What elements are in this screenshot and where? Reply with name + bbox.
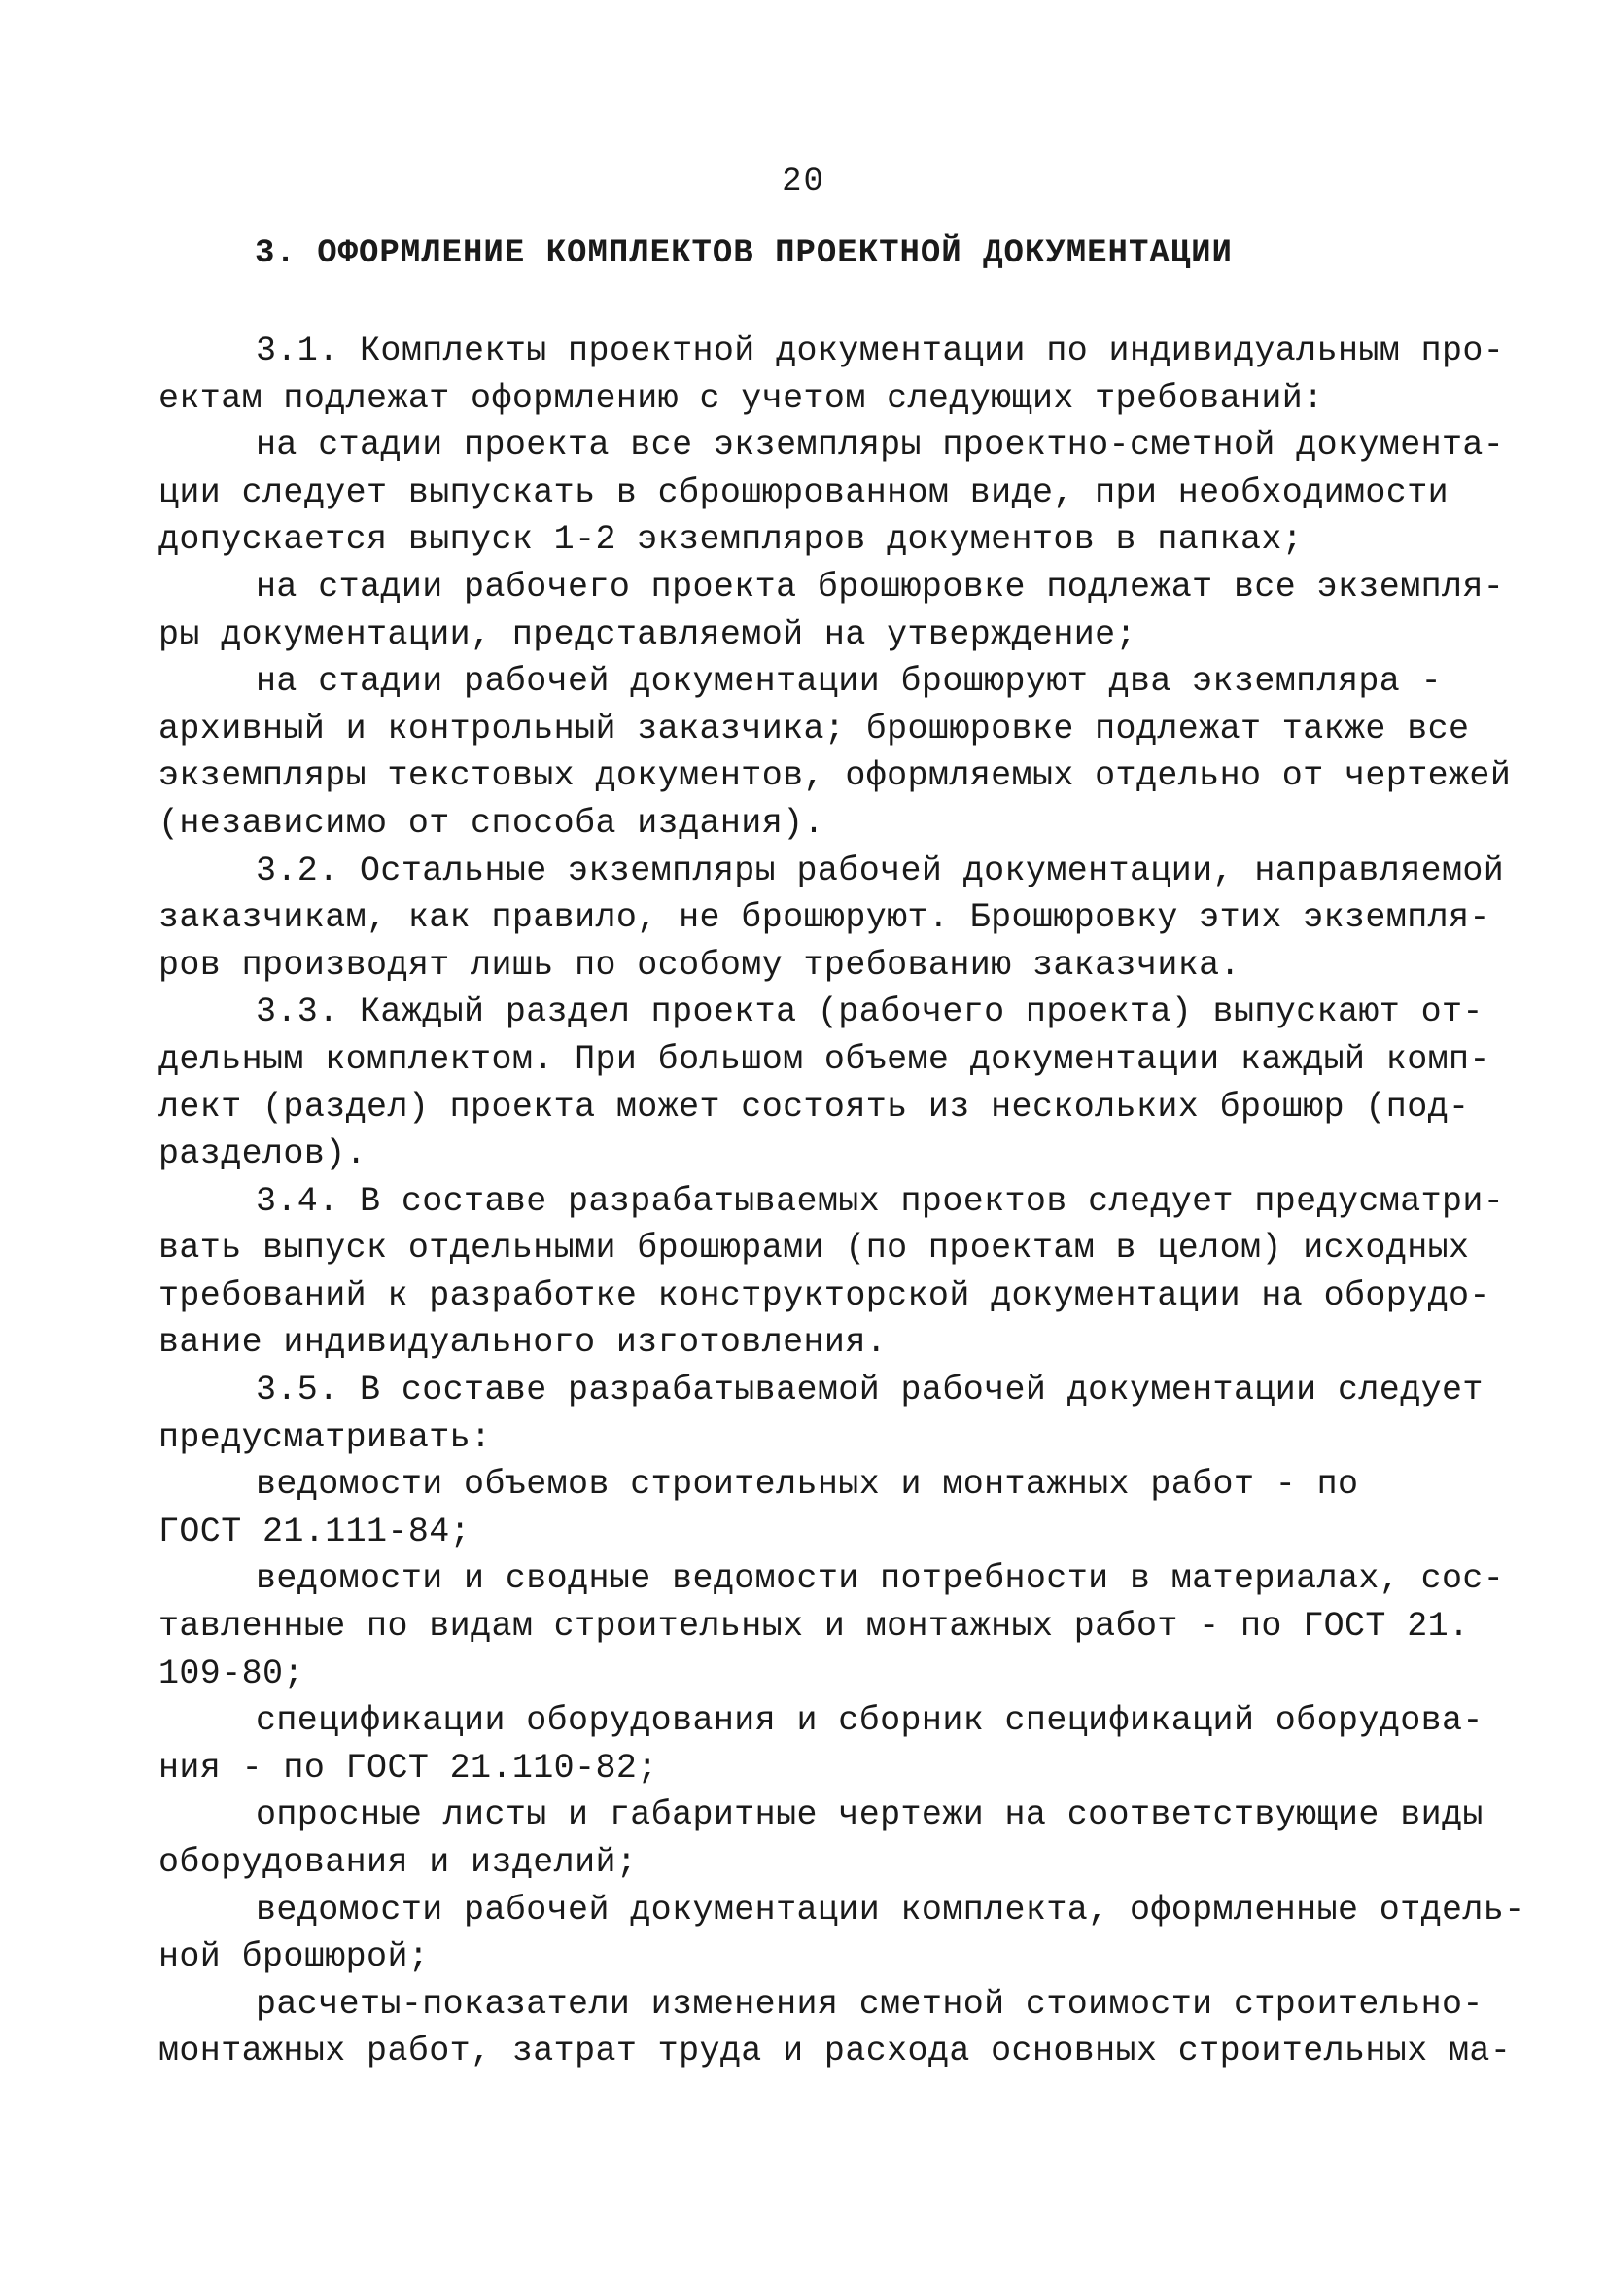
text-line: ведомости объемов строительных и монтажных работ - по (256, 1465, 1359, 1505)
text-line: на стадии проекта все экземпляры проектно-сметной документа- (256, 426, 1505, 466)
section-title: 3. ОФОРМЛЕНИЕ КОМПЛЕКТОВ ПРОЕКТНОЙ ДОКУМЕНТАЦИИ (255, 235, 1233, 272)
text-line: ной брошюрой; (158, 1937, 430, 1977)
text-line: тавленные по видам строительных и монтажных работ - по ГОСТ 21. (158, 1607, 1470, 1647)
body-text (158, 328, 1525, 2075)
text-line: архивный и контрольный заказчика; брошюровке подлежат также все (158, 709, 1470, 748)
text-line: ведомости рабочей документации комплекта, оформленные отдель- (256, 1890, 1525, 1930)
text-line: на стадии рабочего проекта брошюровке подлежат все экземпля- (256, 567, 1505, 607)
text-line: экземпляры текстовых документов, оформляемых отдельно от чертежей (158, 756, 1512, 796)
text-line: вание индивидуального изготовления. (158, 1323, 888, 1363)
text-line: ектам подлежат оформлению с учетом следующих требований: (158, 378, 1324, 418)
text-line: предусматривать: (158, 1417, 492, 1457)
text-line: на стадии рабочей документации брошюруют два экземпляра - (256, 662, 1442, 702)
text-line: монтажных работ, затрат труда и расхода основных строительных ма- (158, 2032, 1512, 2071)
text-line: дельным комплектом. При большом объеме документации каждый комп- (158, 1039, 1490, 1079)
text-line: расчеты-показатели изменения сметной стоимости строительно- (256, 1984, 1484, 2024)
text-line: опросные листы и габаритные чертежи на соответствующие виды (256, 1795, 1484, 1835)
text-line: заказчикам, как правило, не брошюруют. Брошюровку этих экземпля- (158, 898, 1490, 938)
text-line: 3.5. В составе разрабатываемой рабочей документации следует (256, 1371, 1484, 1410)
text-line: вать выпуск отдельными брошюрами (по проектам в целом) исходных (158, 1229, 1470, 1269)
text-line: 3.4. В составе разрабатываемых проектов следует предусматри- (256, 1181, 1505, 1221)
text-line: 109-80; (158, 1653, 304, 1693)
text-line: 3.3. Каждый раздел проекта (рабочего проекта) выпускают от- (256, 992, 1484, 1032)
text-line: требований к разработке конструкторской документации на оборудо- (158, 1275, 1490, 1315)
text-line: 3.2. Остальные экземпляры рабочей документации, направляемой (256, 851, 1505, 890)
text-line: ведомости и сводные ведомости потребности в материалах, сос- (256, 1559, 1505, 1599)
text-line: ГОСТ 21.111-84; (158, 1512, 472, 1551)
text-line: ров производят лишь по особому требованию заказчика. (158, 945, 1240, 985)
text-line: 3.1. Комплекты проектной документации по индивидуальным про- (256, 331, 1505, 370)
text-line: ния - по ГОСТ 21.110-82; (158, 1748, 658, 1788)
page-number: 20 (782, 163, 825, 200)
text-line: ции следует выпускать в сброшюрованном виде, при необходимости (158, 472, 1450, 512)
text-line: ры документации, представляемой на утверждение; (158, 614, 1136, 654)
text-line: лект (раздел) проекта может состоять из нескольких брошюр (под- (158, 1087, 1470, 1127)
text-line: (независимо от способа издания). (158, 803, 824, 843)
text-line: спецификации оборудования и сборник спецификаций оборудова- (256, 1701, 1484, 1741)
text-line: допускается выпуск 1-2 экземпляров документов в папках; (158, 520, 1304, 560)
text-line: разделов). (158, 1134, 367, 1174)
text-line: оборудования и изделий; (158, 1843, 638, 1882)
